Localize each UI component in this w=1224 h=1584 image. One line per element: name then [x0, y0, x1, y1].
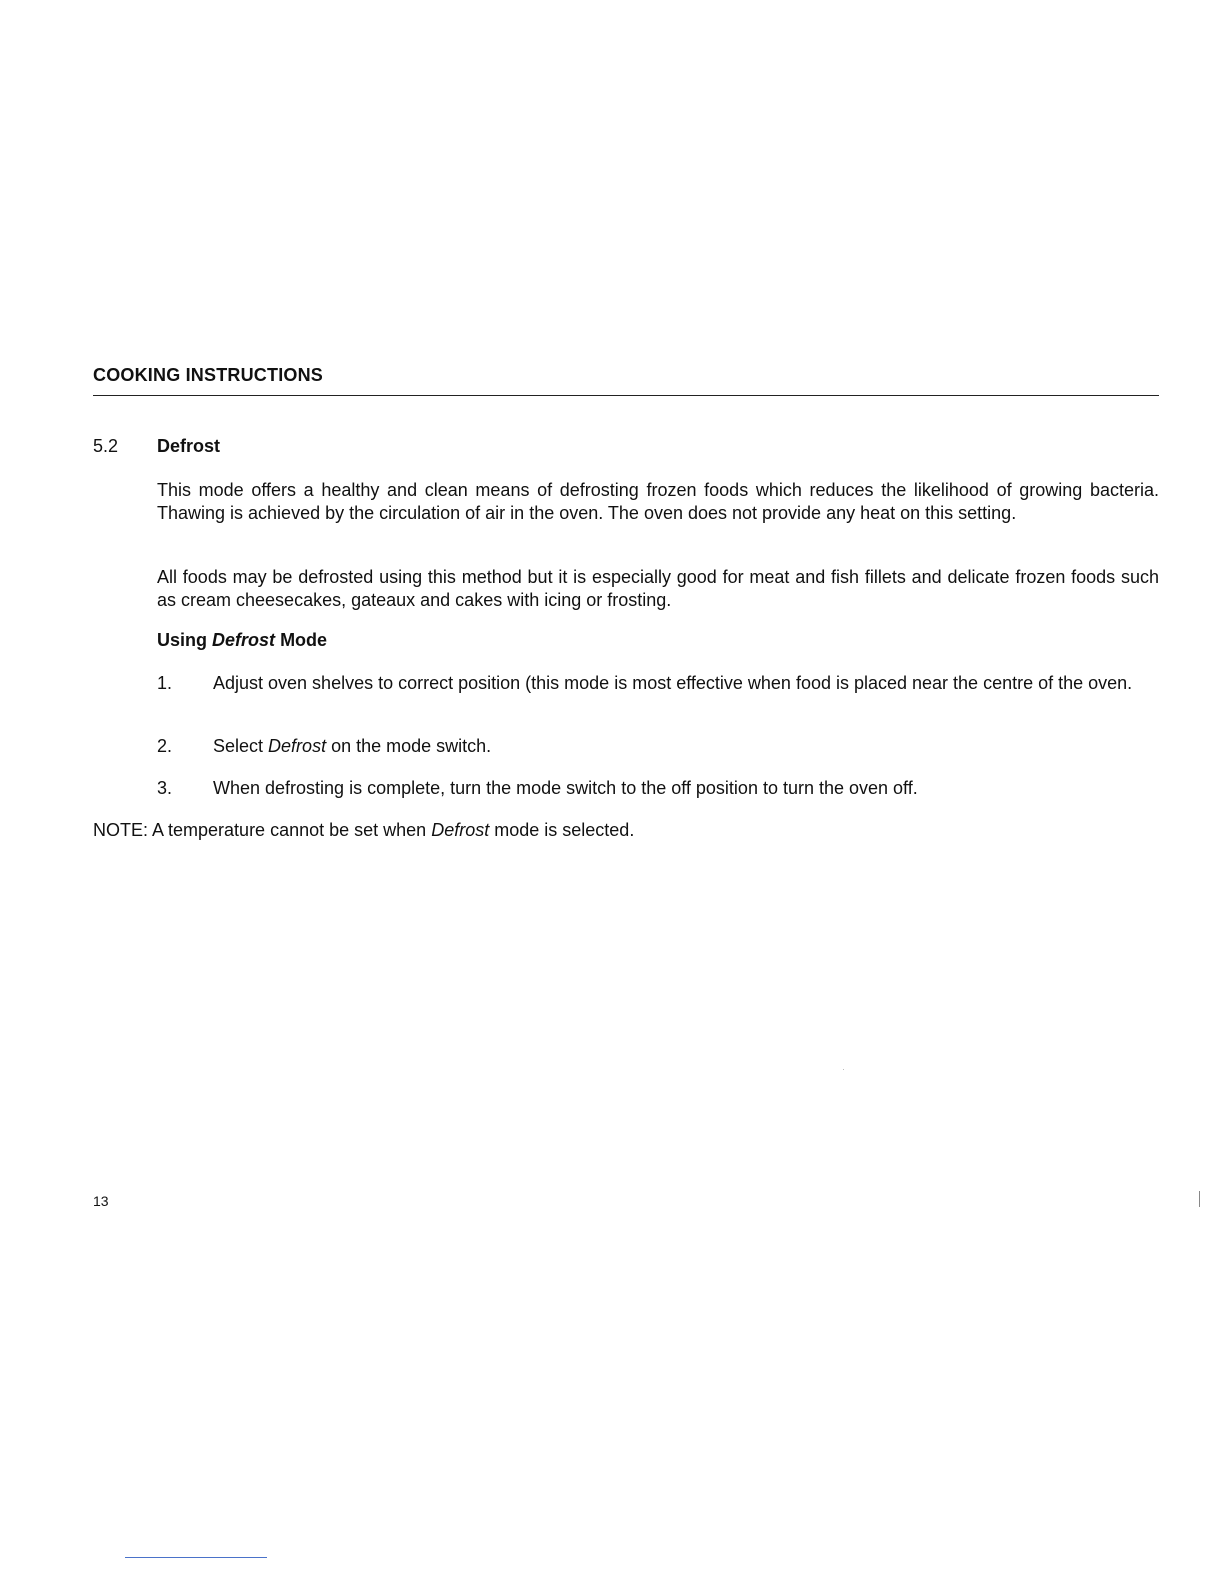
note-emphasis: Defrost — [431, 820, 490, 840]
header-rule — [93, 395, 1159, 396]
step-number: 1. — [157, 673, 173, 693]
bottom-rule — [125, 1557, 267, 1558]
page-header — [93, 364, 1159, 396]
step-text-after: on the mode switch. — [331, 736, 492, 756]
page-title: COOKING INSTRUCTIONS — [93, 365, 324, 385]
step-number: 3. — [157, 778, 173, 798]
step-text: Adjust oven shelves to correct position (this mode is most effective when food is placed near the centre of the oven. — [213, 673, 1133, 693]
usage-subheading — [157, 628, 327, 652]
page-number: 13 — [93, 1193, 109, 1209]
step-text: When defrosting is complete, turn the mode switch to the off position to turn the oven off. — [213, 778, 918, 798]
step-emphasis: Defrost — [268, 736, 327, 756]
step-text — [213, 735, 1159, 758]
note-text-after: mode is selected. — [494, 820, 635, 840]
subheading-prefix: Using — [157, 630, 208, 650]
intro-paragraph: This mode offers a healthy and clean means of defrosting frozen foods which reduces the likelihood of growing bacteria. Thawing is achieved by the circulation of air in the oven. The oven does not provide any heat on this setting. — [157, 480, 1159, 523]
scan-speck — [843, 1069, 844, 1070]
section-number: 5.2 — [93, 436, 119, 456]
section-heading — [93, 434, 220, 458]
step-text-before: Select — [213, 736, 264, 756]
subheading-emphasis: Defrost — [212, 630, 276, 650]
note — [93, 819, 634, 842]
note-text-before: NOTE: A temperature cannot be set when — [93, 820, 427, 840]
step-number: 2. — [157, 736, 173, 756]
foods-paragraph: All foods may be defrosted using this method but it is especially good for meat and fish fillets and delicate frozen foods such as cream cheesecakes, gateaux and cakes with icing or frosting. — [157, 567, 1159, 610]
subheading-suffix: Mode — [280, 630, 328, 650]
section-title: Defrost — [157, 436, 221, 456]
margin-mark — [1199, 1191, 1200, 1207]
